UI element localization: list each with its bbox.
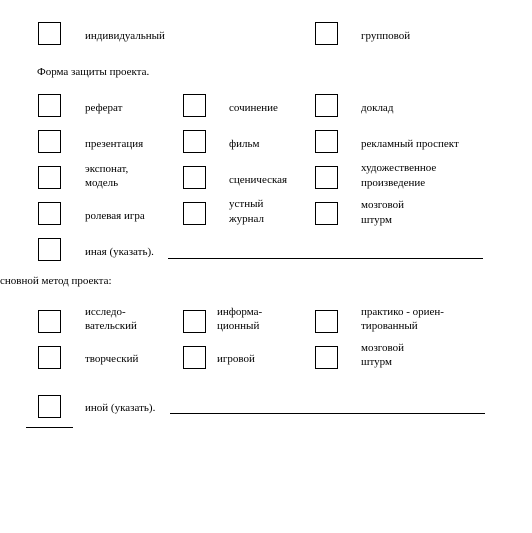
checkbox-research[interactable] [38, 310, 61, 333]
label-info-line2: ционный [217, 320, 260, 332]
label-other-method: иной (указать). [85, 402, 156, 414]
label-film: фильм [229, 138, 260, 150]
checkbox-film[interactable] [183, 130, 206, 153]
checkbox-roleplay[interactable] [38, 202, 61, 225]
other-method-fill-line[interactable] [170, 413, 485, 414]
label-brainstorm-method-line2: штурм [361, 356, 392, 368]
label-brainstorm-defense-line1: мозговой [361, 199, 405, 211]
label-other-defense: иная (указать). [85, 246, 154, 258]
label-practice-line2: тированный [361, 320, 418, 332]
label-group: групповой [361, 30, 411, 42]
label-art-line2: произведение [361, 177, 426, 189]
checkbox-practice[interactable] [315, 310, 338, 333]
checkbox-abstract[interactable] [38, 94, 61, 117]
label-brainstorm-defense-line2: штурм [361, 214, 392, 226]
checkbox-art-work[interactable] [315, 166, 338, 189]
label-roleplay: ролевая игра [85, 210, 145, 222]
label-oral-line2: журнал [229, 213, 264, 225]
label-oral-line1: устный [229, 198, 264, 210]
checkbox-creative[interactable] [38, 346, 61, 369]
checkbox-other-defense[interactable] [38, 238, 61, 261]
label-research-line2: вательский [85, 320, 137, 332]
other-defense-fill-line[interactable] [168, 258, 483, 259]
checkbox-other-method[interactable] [38, 395, 61, 418]
checkbox-brochure[interactable] [315, 130, 338, 153]
checkbox-individual[interactable] [38, 22, 61, 45]
checkbox-presentation[interactable] [38, 130, 61, 153]
label-brochure: рекламный проспект [361, 138, 459, 150]
defense-form-heading: Форма защиты проекта. [37, 66, 150, 78]
label-research-line1: исследо- [85, 306, 126, 318]
checkbox-oral-journal[interactable] [183, 202, 206, 225]
checkbox-essay[interactable] [183, 94, 206, 117]
label-game: игровой [217, 353, 255, 365]
label-abstract: реферат [85, 102, 123, 114]
label-practice-line1: практико - ориен- [361, 306, 444, 318]
label-creative: творческий [85, 353, 139, 365]
checkbox-game[interactable] [183, 346, 206, 369]
checkbox-brainstorm-method[interactable] [315, 346, 338, 369]
label-stage: сценическая [229, 174, 288, 186]
checkbox-informational[interactable] [183, 310, 206, 333]
method-heading: сновной метод проекта: [0, 275, 112, 287]
label-exhibit-line1: экспонат, [85, 163, 129, 175]
label-individual: индивидуальный [85, 30, 165, 42]
checkbox-stage[interactable] [183, 166, 206, 189]
label-art-line1: художественное [361, 162, 437, 174]
checkbox-group[interactable] [315, 22, 338, 45]
checkbox-brainstorm-defense[interactable] [315, 202, 338, 225]
checkbox-report[interactable] [315, 94, 338, 117]
label-exhibit-line2: модель [85, 177, 119, 189]
short-underline [26, 427, 73, 428]
label-brainstorm-method-line1: мозговой [361, 342, 405, 354]
label-report: доклад [361, 102, 394, 114]
checkbox-exhibit[interactable] [38, 166, 61, 189]
label-essay: сочинение [229, 102, 278, 114]
label-presentation: презентация [85, 138, 144, 150]
label-info-line1: информа- [217, 306, 263, 318]
